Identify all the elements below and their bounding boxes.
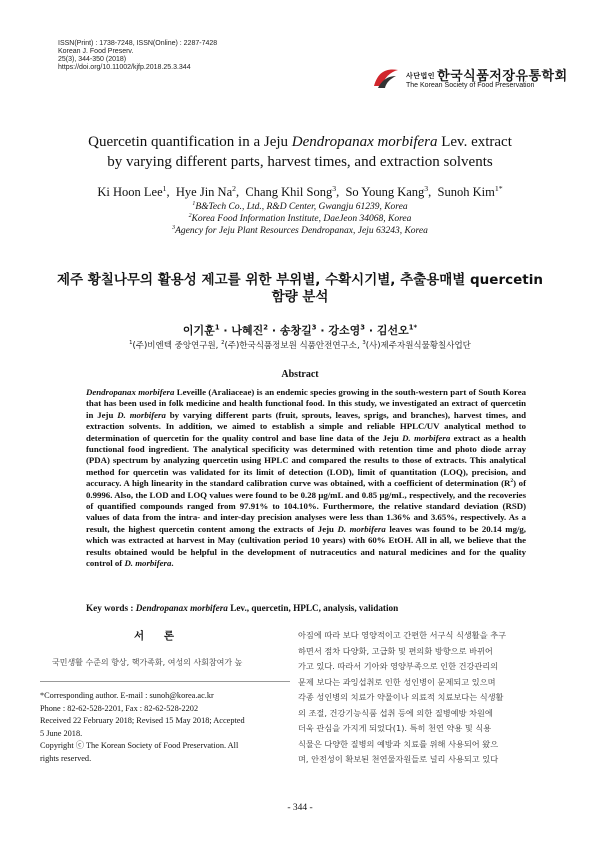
korean-title: [40, 272, 560, 306]
author: Hye Jin Na$^2$: [175, 183, 237, 199]
korean-author: 나혜진$^2$: [231, 323, 269, 337]
author: Sunoh Kim$^{1*}$: [437, 183, 503, 199]
body-line: 더욱 관심을 가지게 되었다(1). 특히 천연 약용 및 식용: [298, 723, 492, 733]
abstract-body: Dendropanax morbifera Leveille (Araliaceae) is an endemic species growing in the south-western part of South Korea that has been used in folk medicine and health functional food. In this study, we investigated an extract of quercetin in Jeju D. morbifera by varying different parts (fruit, sprouts, leaves, sprigs, and branches), harvest times, and extraction solvents. In addition, we aimed to establish a simple and reliable HPLC/UV analytical method to determination of quercetin for the quality control and base line data of the Jeju D. morbifera extract as a health functional food ingredient. The analytical specificity was determined with retention time and photo diode array (PDA) spectrum by analyzing quercetin using HPLC and compared the results to those of extracts. This analytical method for quercetin was validated for its limit of detection (LOD), limit of quantitation (LOQ), precision, and accuracy. A high linearity in the standard calibration curve was obtained, with a coefficient of determination $(R^2)$ of 0.9996. Also, the LOD and LOQ values were found to be 0.28 μg/mL and 0.85 μg/mL, respectively, and the recoveries of quantified compounds ranged from 97.91% to 104.10%. Furthermore, the relative standard deviation (RSD) values of data from the intra- and inter-day precision analyses were less than 1.36% and 3.65%, respectively. As a result, the highest quercetin content among the extracts of Jeju D. morbifera leaves was found to be 20.14 mg/g, which was extracted at harvest in May (cultivation period 10 years) with 60% EtOH. All in all, we believe that the results obtained would be helpful in the development of nutraceutics and natural medicines and for the quality control of D. morbifera.: [86, 387, 527, 569]
footnote: [40, 690, 290, 765]
korean-affiliation-list: [40, 339, 560, 351]
journal-name: Korean J. Food Preserv.: [58, 48, 134, 55]
society-logo: [372, 64, 568, 94]
society-name-english: The Korean Society of Food Preservation: [406, 82, 535, 89]
korean-affiliation: $^2$(주)한국식품정보원 식품안전연구소,: [221, 340, 363, 351]
keywords-label: Key words :: [86, 603, 136, 613]
doi-link[interactable]: https://doi.org/10.11002/kjfp.2018.25.3.344: [58, 64, 191, 71]
accepted-date: 5 June 2018.: [40, 728, 83, 738]
affiliation: $^1$B&Tech Co., Ltd., R&D Center, Gwangju 61239, Korea: [192, 200, 408, 212]
keywords-list: Lev., quercetin, HPLC, analysis, validation: [227, 603, 399, 613]
body-line: 가고 있다. 따라서 기아와 영양부족으로 인한 건강관리의: [298, 661, 499, 671]
body-line: 며, 안전성이 확보된 천연물자원들로 널리 사용되고 있다: [298, 754, 499, 764]
copyright: Copyright ⓒ The Korean Society of Food Preservation. All: [40, 741, 239, 750]
page-number: - 344 -: [287, 803, 313, 813]
korean-author: 이기훈$^1$: [182, 323, 220, 337]
korean-author: 송창길$^3$: [279, 323, 317, 337]
copyright-cont: rights reserved.: [40, 753, 92, 763]
korean-affiliation: $^3$(사)제주자원식물황칠사업단: [362, 340, 471, 351]
body-line: 의 조절, 건강기능식품 섭취 등에 의한 질병예방 차원에: [298, 707, 493, 718]
title-line-1: Quercetin quantification in a Jeju Dendropanax morbifera Lev. extract: [88, 134, 512, 150]
author: Ki Hoon Lee$^1$: [97, 183, 167, 199]
corresponding-author: *Corresponding author. E-mail : sunoh@korea.ac.kr: [40, 691, 214, 700]
journal-metadata: [58, 40, 217, 72]
society-name-text: 한국식품저장유통학회: [437, 68, 568, 83]
title-species: Dendropanax morbifera: [291, 134, 438, 150]
paper-title: [40, 132, 560, 172]
body-line: 문제 보다는 과잉섭취로 인한 성인병이 문제되고 있으며: [298, 676, 496, 687]
affiliation-list: [40, 201, 560, 237]
title-line-2: by varying different parts, harvest times, and extraction solvents: [107, 154, 493, 170]
body-line: 각종 성인병의 치료가 약물이나 의료적 치료보다는 식생활: [298, 692, 504, 702]
korean-author: 강소영$^3$: [328, 323, 366, 337]
keywords-species: Dendropanax morbifera: [135, 603, 228, 613]
author: Chang Khil Song$^3$: [245, 183, 337, 199]
author: So Young Kang$^3$: [345, 183, 429, 199]
issn: ISSN(Print) : 1738-7248, ISSN(Online) : 2287-7428: [58, 40, 218, 47]
volume-pages: 25(3), 344-350 (2018): [58, 56, 127, 63]
abstract-heading: Abstract: [281, 369, 319, 380]
body-line: 식물은 다양한 질병의 예방과 치료를 위해 사용되어 왔으: [298, 738, 499, 749]
introduction-first-line: 국민생활 수준의 향상, 핵가족화, 여성의 사회참여가 높: [52, 658, 243, 667]
author-list: Ki Hoon Lee$^1$, Hye Jin Na$^2$, Chang Khil Song$^3$, So Young Kang$^3$, Sunoh Kim$^{1*}$: [97, 183, 503, 199]
introduction-right-column: [298, 628, 554, 768]
body-line: 하면서 점차 다양화, 고급화 및 편의화 방향으로 바뀌어: [298, 645, 493, 656]
footnote-divider: [40, 681, 290, 682]
korean-author-list: 이기훈$^1$ · 나혜진$^2$ · 송창길$^3$ · 강소영$^3$ · 김선오$^{1*}$: [182, 323, 418, 337]
society-emblem-icon: [372, 66, 400, 90]
korean-author: 김선오$^{1*}$: [376, 323, 418, 337]
korean-title-line-2: 함량 분석: [271, 289, 329, 305]
korean-affiliation: $^1$(주)비엔텍 중앙연구원,: [129, 340, 222, 351]
society-type-label: 사단법인: [406, 73, 436, 80]
affiliation: $^3$Agency for Jeju Plant Resources Dendropanax, Jeju 63243, Korea: [172, 224, 428, 236]
body-line: 아짐에 따라 보다 영양적이고 간편한 서구식 식생활을 추구: [298, 630, 507, 640]
keywords: [86, 603, 526, 613]
introduction-heading: 서 론: [134, 630, 182, 642]
contact-phone-fax: Phone : 82-62-528-2201, Fax : 82-62-528-2202: [40, 703, 199, 713]
affiliation: $^2$Korea Food Information Institute, DaeJeon 34068, Korea: [188, 212, 412, 224]
korean-title-line-1: 제주 황칠나무의 활용성 제고를 위한 부위별, 수확시기별, 추출용매별 quercetin: [57, 272, 543, 288]
received-dates: Received 22 February 2018; Revised 15 May 2018; Accepted: [40, 716, 245, 725]
